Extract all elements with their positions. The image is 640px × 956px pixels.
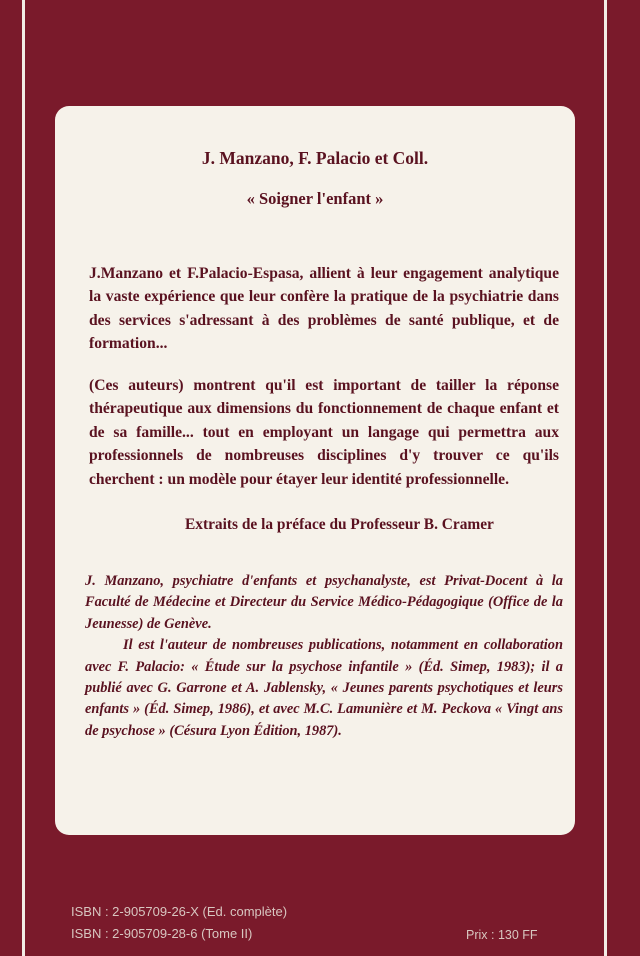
bio-paragraph-2: Il est l'auteur de nombreuses publications, notamment en collaboration avec F. Palacio: « Étude sur la psychose infantile » (Éd. Simep, 1983); il a publié avec G. Garrone et A. Jablensky, « Jeunes parents psychotiques et leurs enfants » (Éd. Simep, 1986), et avec M.C. Lamunière et M. Peckova « Vingt ans de psychose » (Césura Lyon Édition, 1987).	[85, 637, 563, 739]
isbn-complete: ISBN : 2-905709-26-X (Ed. complète)	[71, 904, 288, 919]
preface-paragraph-1: J.Manzano et F.Palacio-Espasa, allient à leur engagement analytique la vaste expérience que leur confère la pratique de la psychiatrie dans des services s'adressant à des problèmes de santé publique, et de formation...	[89, 265, 559, 353]
back-cover-panel	[55, 106, 575, 835]
bio-paragraph-1: J. Manzano, psychiatre d'enfants et psychanalyste, est Privat-Docent à la Faculté de Médecine et Directeur du Service Médico-Pédagogique (Office de la Jeunesse) de Genève.	[85, 573, 563, 632]
preface-paragraph-2: (Ces auteurs) montrent qu'il est important de tailler la réponse thérapeutique aux dimensions du fonctionnement de chaque enfant et de sa famille... tout en employant un langage qui permettra aux professionnels de nombreuses disciplines d'y trouver ce qu'ils cherchent : un modèle pour étayer leur identité professionnelle.	[89, 377, 559, 488]
excerpt-credit: Extraits de la préface du Professeur B. Cramer	[185, 516, 494, 533]
authors-heading: J. Manzano, F. Palacio et Coll.	[201, 148, 429, 168]
right-border-stripe	[604, 0, 607, 956]
isbn-volume: ISBN : 2-905709-28-6 (Tome II)	[71, 926, 253, 941]
left-border-stripe	[22, 0, 25, 956]
author-bio	[85, 571, 563, 742]
book-title: « Soigner l'enfant »	[246, 189, 384, 208]
price-label: Prix : 130 FF	[466, 928, 538, 942]
